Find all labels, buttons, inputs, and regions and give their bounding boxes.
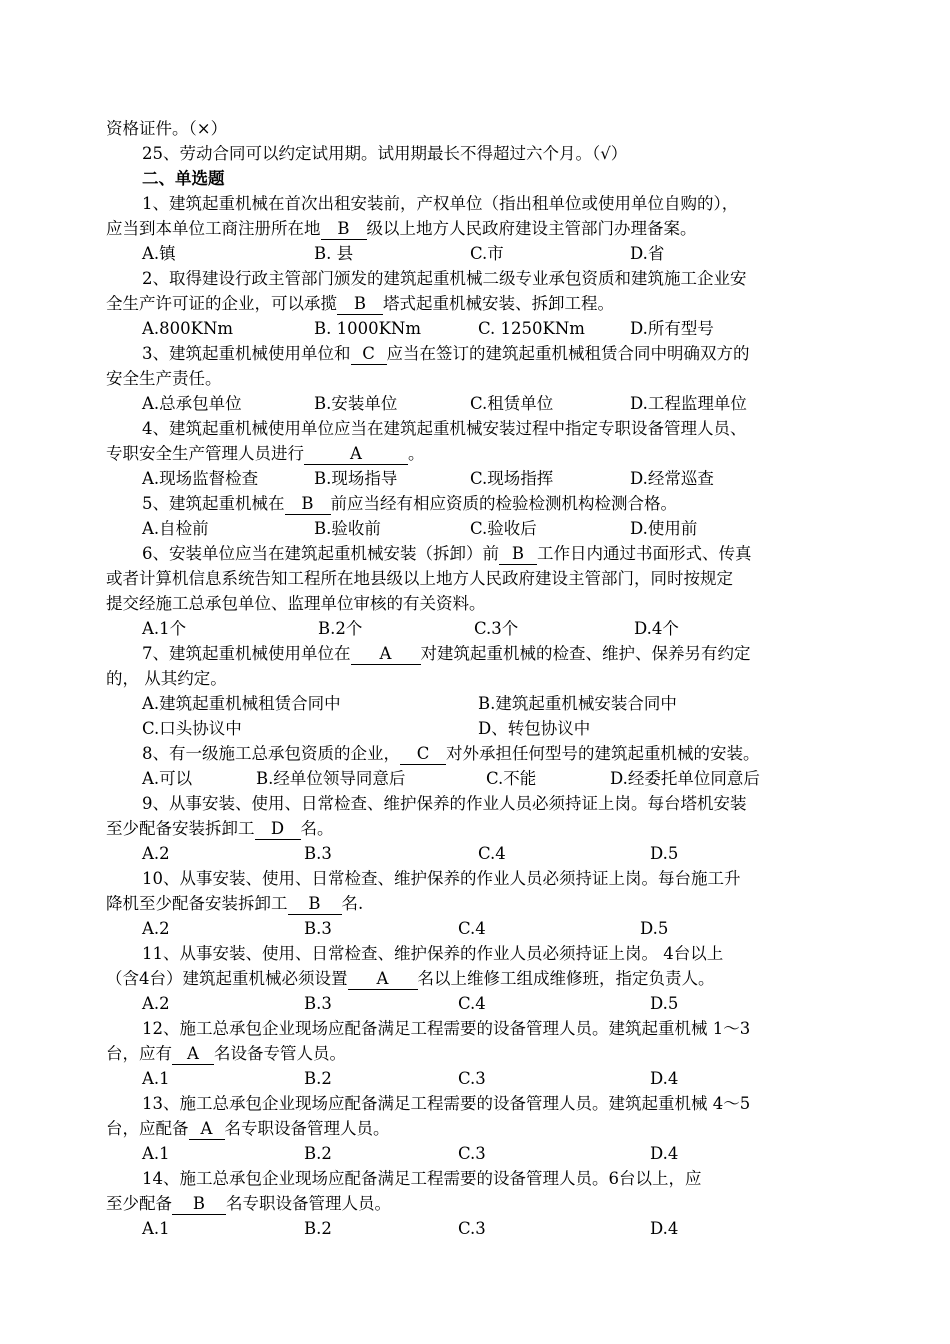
question-11-stem-cont: （含4台）建筑起重机械必须设置 A 名以上维修工组成维修班，指定负责人。 — [106, 969, 715, 988]
question-12-stem: 12、施工总承包企业现场应配备满足工程需要的设备管理人员。建筑起重机械 1～3 — [142, 1019, 751, 1038]
question-6-stem-cont2: 提交经施工总承包单位、监理单位审核的有关资料。 — [106, 594, 486, 613]
option-a: A.现场监督检查 — [142, 469, 259, 488]
option-c: C.3 — [458, 1069, 486, 1088]
question-10-options — [0, 916, 950, 941]
option-a: A.1 — [142, 1144, 170, 1163]
option-c: C.验收后 — [470, 519, 537, 538]
question-8-options — [0, 766, 950, 791]
question-2-stem-cont: 全生产许可证的企业，可以承揽 B 塔式起重机械安装、拆卸工程。 — [106, 294, 614, 313]
answer-blank: D — [255, 819, 301, 840]
question-3-stem: 3、建筑起重机械使用单位和 C 应当在签订的建筑起重机械租赁合同中明确双方的 — [142, 344, 750, 363]
question-12-stem-cont: 台，应有 A 名设备专管人员。 — [106, 1044, 346, 1063]
question-6-options — [0, 616, 950, 641]
question-1-stem-cont: 应当到本单位工商注册所在地 B 级以上地方人民政府建设主管部门办理备案。 — [106, 219, 697, 238]
option-c: C.4 — [458, 994, 486, 1013]
option-c: C. 1250KNm — [478, 319, 585, 338]
option-d: D.4 — [650, 1144, 679, 1163]
question-2-stem: 2、取得建设行政主管部门颁发的建筑起重机械二级专业承包资质和建筑施工企业安 — [142, 269, 747, 288]
option-b: B.2个 — [318, 619, 363, 638]
option-d: D.所有型号 — [630, 319, 714, 338]
option-d: D.省 — [630, 244, 665, 263]
question-6-stem-cont: 或者计算机信息系统告知工程所在地县级以上地方人民政府建设主管部门，同时按规定 — [106, 569, 733, 588]
option-a: A.1 — [142, 1219, 170, 1238]
option-b: B.2 — [304, 1144, 332, 1163]
option-b: B.3 — [304, 844, 332, 863]
option-a: A.可以 — [142, 769, 193, 788]
option-c: C.现场指挥 — [470, 469, 554, 488]
answer-blank: B — [288, 894, 342, 915]
option-d: D.经委托单位同意后 — [610, 769, 760, 788]
option-c: C.3 — [458, 1144, 486, 1163]
question-10-stem: 10、从事安装、使用、日常检查、维护保养的作业人员必须持证上岗。每台施工升 — [142, 869, 741, 888]
option-b: B.2 — [304, 1069, 332, 1088]
question-9-options — [0, 841, 950, 866]
option-c: C.4 — [458, 919, 486, 938]
option-c: C.市 — [470, 244, 504, 263]
option-b: B.安装单位 — [314, 394, 398, 413]
question-1-stem: 1、建筑起重机械在首次出租安装前，产权单位（指出租单位或使用单位自购的）， — [142, 194, 739, 213]
question-25: 25、劳动合同可以约定试用期。试用期最长不得超过六个月。（√） — [142, 144, 628, 163]
option-d: D.5 — [650, 844, 679, 863]
question-8-stem: 8、有一级施工总承包资质的企业， C 对外承担任何型号的建筑起重机械的安装。 — [142, 744, 760, 763]
question-13-options — [0, 1141, 950, 1166]
question-7-options-row2 — [0, 716, 950, 741]
answer-blank: B — [172, 1194, 226, 1215]
question-9-stem-cont: 至少配备安装拆卸工 D 名。 — [106, 819, 334, 838]
question-7-stem-cont: 的， 从其约定。 — [106, 669, 227, 688]
question-13-stem-cont: 台，应配备 A 名专职设备管理人员。 — [106, 1119, 390, 1138]
option-b: B.3 — [304, 994, 332, 1013]
answer-blank: B — [499, 544, 537, 565]
option-c: C.租赁单位 — [470, 394, 554, 413]
option-b: B.3 — [304, 919, 332, 938]
answer-blank: A — [348, 969, 418, 990]
question-4-stem-cont: 专职安全生产管理人员进行 A 。 — [106, 444, 425, 463]
option-d: D.5 — [640, 919, 669, 938]
option-b: B.建筑起重机械安装合同中 — [478, 694, 677, 713]
question-14-options — [0, 1216, 950, 1241]
question-3-stem-cont: 安全生产责任。 — [106, 369, 222, 388]
question-10-stem-cont: 降机至少配备安装拆卸工 B 名. — [106, 894, 364, 913]
answer-blank: B — [285, 494, 331, 515]
answer-blank: C — [400, 744, 446, 765]
answer-blank: B — [321, 219, 367, 240]
question-5-options — [0, 516, 950, 541]
text-line: 资格证件。（×） — [106, 119, 228, 138]
option-b: B.现场指导 — [314, 469, 398, 488]
answer-blank: A — [172, 1044, 214, 1065]
option-c: C.4 — [478, 844, 506, 863]
option-d: D.工程监理单位 — [630, 394, 747, 413]
option-d: D.4个 — [634, 619, 679, 638]
option-a: A.镇 — [142, 244, 176, 263]
option-a: A.1 — [142, 1069, 170, 1088]
question-4-options — [0, 466, 950, 491]
option-a: A.总承包单位 — [142, 394, 242, 413]
option-d: D.4 — [650, 1069, 679, 1088]
question-5-stem: 5、建筑起重机械在 B 前应当经有相应资质的检验检测机构检测合格。 — [142, 494, 677, 513]
option-d: D.经常巡查 — [630, 469, 714, 488]
answer-blank: B — [337, 294, 383, 315]
answer-blank: A — [351, 644, 421, 665]
question-11-stem: 11、从事安装、使用、日常检查、维护保养的作业人员必须持证上岗。 4台以上 — [142, 944, 724, 963]
question-1-options — [0, 241, 950, 266]
answer-blank: A — [189, 1119, 225, 1140]
option-d: D.使用前 — [630, 519, 698, 538]
option-c: C.3 — [458, 1219, 486, 1238]
question-4-stem: 4、建筑起重机械使用单位应当在建筑起重机械安装过程中指定专职设备管理人员、 — [142, 419, 747, 438]
option-c: C.不能 — [486, 769, 537, 788]
option-b: B. 1000KNm — [314, 319, 422, 338]
section-title: 二、单选题 — [142, 169, 225, 188]
option-d: D.4 — [650, 1219, 679, 1238]
option-b: B.验收前 — [314, 519, 381, 538]
option-a: A.自检前 — [142, 519, 209, 538]
option-b: B.经单位领导同意后 — [256, 769, 406, 788]
answer-blank: C — [351, 344, 387, 365]
option-a: A.2 — [142, 919, 170, 938]
question-3-options — [0, 391, 950, 416]
question-14-stem-cont: 至少配备 B 名专职设备管理人员。 — [106, 1194, 391, 1213]
question-11-options — [0, 991, 950, 1016]
question-7-options-row1 — [0, 691, 950, 716]
option-b: B. 县 — [314, 244, 354, 263]
question-9-stem: 9、从事安装、使用、日常检查、维护保养的作业人员必须持证上岗。每台塔机安装 — [142, 794, 747, 813]
option-d: D.5 — [650, 994, 679, 1013]
option-c: C.口头协议中 — [142, 719, 242, 738]
question-14-stem: 14、施工总承包企业现场应配备满足工程需要的设备管理人员。6台以上，应 — [142, 1169, 702, 1188]
option-c: C.3个 — [474, 619, 519, 638]
answer-blank: A — [304, 444, 408, 465]
question-6-stem: 6、安装单位应当在建筑起重机械安装（拆卸）前 B 工作日内通过书面形式、传真 — [142, 544, 752, 563]
option-d: D、转包协议中 — [478, 719, 591, 738]
question-7-stem: 7、建筑起重机械使用单位在 A 对建筑起重机械的检查、维护、保养另有约定 — [142, 644, 751, 663]
option-a: A.2 — [142, 994, 170, 1013]
option-a: A.800KNm — [142, 319, 234, 338]
option-a: A.建筑起重机械租赁合同中 — [142, 694, 341, 713]
question-12-options — [0, 1066, 950, 1091]
option-a: A.1个 — [142, 619, 187, 638]
question-13-stem: 13、施工总承包企业现场应配备满足工程需要的设备管理人员。建筑起重机械 4～5 — [142, 1094, 751, 1113]
option-a: A.2 — [142, 844, 170, 863]
question-2-options — [0, 316, 950, 341]
option-b: B.2 — [304, 1219, 332, 1238]
